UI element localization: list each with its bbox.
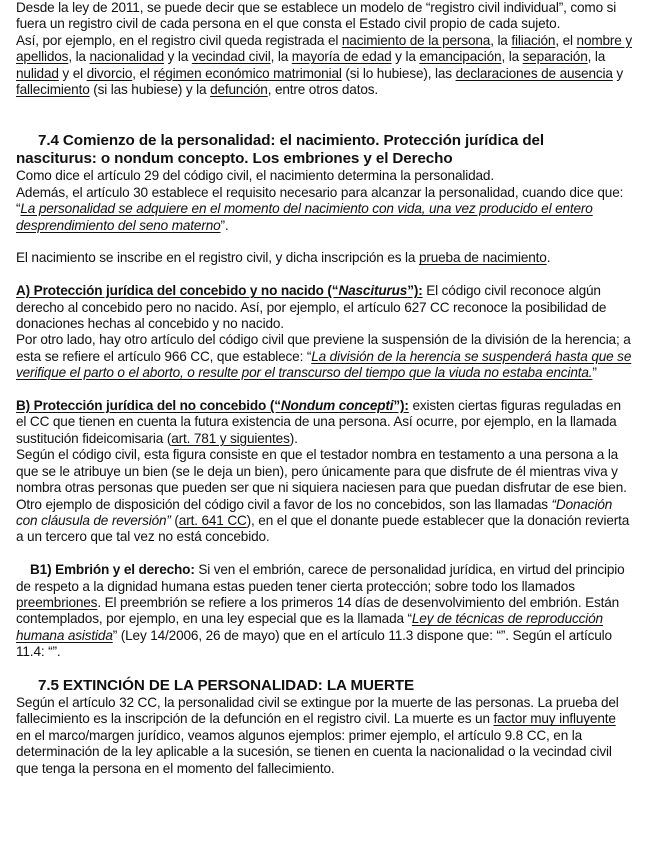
- section-b-paragraph-1: B) Protección jurídica del no concebido (“Nondum concepti”): existen ciertas figuras reguladas en el CC que tienen en cuenta la futura existencia de una persona. Así ocurre, por ejemplo, en la llamada sustitución fideicomisaria (art. 781 y siguientes).: [16, 398, 621, 446]
- term-separacion: separación: [522, 49, 588, 65]
- term-factor-influyente: factor muy influyente: [493, 711, 616, 727]
- section-7-4-paragraph-3: El nacimiento se inscribe en el registro civil, y dicha inscripción es la prueba de nacimiento.: [16, 250, 551, 266]
- section-b-heading: B) Protección jurídica del no concebido (“Nondum concepti”):: [16, 398, 409, 414]
- term-ausencia: declaraciones de ausencia: [455, 65, 613, 81]
- term-mayoria: mayoría de edad: [291, 49, 392, 65]
- spacer: [16, 98, 632, 132]
- term-defuncion: defunción: [210, 82, 268, 98]
- ref-art-781: art. 781 y siguientes: [171, 430, 290, 446]
- section-7-4-heading: 7.4 Comienzo de la personalidad: el nacimiento. Protección jurídica del nasciturus: o nondum concepto. Los embriones y el Derecho: [16, 132, 545, 168]
- section-7-4-paragraph-2: Además, el artículo 30 establece el requisito necesario para alcanzar la personalidad, cuando dice que: “La personalidad se adquiere en el momento del nacimiento con vida, una vez producido el entero desprendimiento del seno materno”.: [16, 184, 624, 233]
- section-7-5-paragraph: Según el artículo 32 CC, la personalidad civil se extingue por la muerte de las personas. La prueba del fallecimiento es la inscripción de la defunción en el registro civil. La muerte es un factor muy influyente en el marco/margen jurídico, veamos algunos ejemplos: primer ejemplo, el artículo 9.8 CC, en la determinación de la ley aplicable a la sucesión, se tienen en cuenta la nacionalidad o la vecindad civil que tenga la persona en el momento del fallecimiento.: [16, 694, 619, 776]
- quote-article-30: La personalidad se adquiere en el momento del nacimiento con vida, una vez producido el entero desprendimiento del seno materno: [16, 201, 593, 233]
- spacer: [16, 546, 632, 562]
- section-b1-heading: B1) Embrión y el derecho:: [30, 562, 195, 578]
- spacer: [16, 267, 632, 283]
- term-nacionalidad: nacionalidad: [89, 49, 165, 65]
- section-a-paragraph-2: Por otro lado, hay otro artículo del código civil que previene la suspensión de la división de la herencia; a esta se refiere el artículo 966 CC, que establece: “La división de la herencia se suspenderá hasta que se verifique el parto o el aborto, o resulte por el transcurso del tiempo que la viuda no estaba encinta.”: [16, 332, 632, 381]
- ref-art-641: art. 641 CC: [178, 512, 247, 528]
- section-b-paragraph-2: Según el código civil, esta figura consiste en que el testador nombra en testamento a una persona a la que se le atribuye un bien (se le deja un bien), pero únicamente para que disfrute de él mientras viva y nombra otras personas que pueden ser que ni siquiera naciesen para que puedan disfrutar de ese bien.: [16, 447, 627, 496]
- section-b1-paragraph: B1) Embrión y el derecho: Si ven el embrión, carece de personalidad jurídica, en virtud del principio de respeto a la dignidad humana estas pueden tener cierta protección; sobre todo los llamados preembriones. El preembrión se refiere a los primeros 14 días de desenvolvimiento del embrión. Están contemplados, por ejemplo, en una ley especial que es la llamada “Ley de técnicas de reproducción humana asistida” (Ley 14/2006, 26 de mayo) que en el artículo 11.3 dispone que: “”. Según el artículo 11.4: “”.: [16, 562, 625, 660]
- term-prueba-nacimiento: prueba de nacimiento: [418, 250, 547, 266]
- section-b-paragraph-3: Otro ejemplo de disposición del código civil a favor de los no concebidos, son las llamadas “Donación con cláusula de reversión” (art. 641 CC), en el que el donante puede establecer que la donación revierta a un tercero que tal vez no está concebido.: [16, 496, 630, 545]
- document-page: [16, 0, 632, 777]
- section-7-4-paragraph-1: Como dice el artículo 29 del código civil, el nacimiento determina la personalidad.: [16, 168, 494, 184]
- section-a-paragraph-1: A) Protección jurídica del concebido y no nacido (“Nasciturus”): El código civil reconoce algún derecho al concebido pero no nacido. Así, por ejemplo, el artículo 627 CC reconoce la posibilidad de donaciones hechas al concebido y no nacido.: [16, 283, 607, 332]
- spacer: [16, 234, 632, 250]
- term-nacimiento: nacimiento de la persona: [341, 32, 491, 48]
- term-divorcio: divorcio: [86, 65, 133, 81]
- donacion-reversion: “Donación con cláusula de reversión”: [16, 496, 613, 528]
- spacer: [16, 382, 632, 398]
- term-nulidad: nulidad: [16, 65, 59, 81]
- spacer: [16, 661, 632, 677]
- term-nombre: nombre y apellidos: [16, 32, 632, 65]
- term-regimen: régimen económico matrimonial: [153, 65, 342, 81]
- quote-article-966: La división de la herencia se suspenderá hasta que se verifique el parto o el aborto, o resulte por el transcurso del tiempo que la viuda no estaba encinta.: [16, 348, 632, 381]
- section-a-heading: A) Protección jurídica del concebido y no nacido (“Nasciturus”):: [16, 283, 423, 299]
- term-fallecimiento: fallecimiento: [16, 82, 90, 98]
- intro-paragraph-2: Así, por ejemplo, en el registro civil queda registrada el nacimiento de la persona, la filiación, el nombre y apellidos, la nacionalidad y la vecindad civil, la mayoría de edad y la emancipación, la separación, la nulidad y el divorcio, el régimen económico matrimonial (si lo hubiese), las declaraciones de ausencia y fallecimiento (si las hubiese) y la defunción, entre otros datos.: [16, 32, 632, 98]
- term-emancipacion: emancipación: [419, 49, 502, 65]
- term-filiacion: filiación: [511, 32, 556, 48]
- term-preembriones: preembriones: [16, 594, 98, 610]
- ley-tecnicas-reproduccion: Ley de técnicas de reproducción humana asistida: [16, 611, 603, 643]
- term-vecindad: vecindad civil: [191, 49, 271, 65]
- section-7-5-heading: 7.5 EXTINCIÓN DE LA PERSONALIDAD: LA MUERTE: [38, 676, 414, 694]
- intro-paragraph-1: Desde la ley de 2011, se puede decir que se establece un modelo de “registro civil individual”, como si fuera un registro civil de cada persona en el que consta el Estado civil propio de cada sujeto.: [16, 0, 617, 32]
